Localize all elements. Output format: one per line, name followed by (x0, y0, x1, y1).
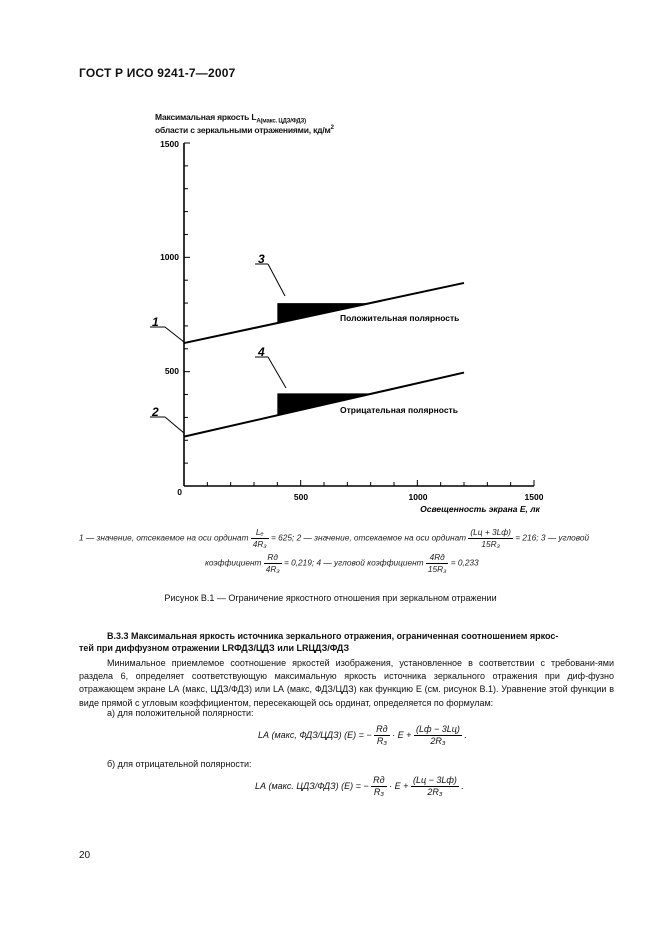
marker-2: 2 (152, 405, 159, 419)
page-header: ГОСТ Р ИСО 9241-7—2007 (79, 66, 236, 80)
leader-4 (268, 357, 286, 388)
leader-3 (268, 264, 285, 296)
y-axis-label-line2: области с зеркальными отражениями, $кд/м^2$ (155, 125, 334, 135)
formula-positive: LА (макс, ФДЗ/ЦДЗ) (E) = − $\frac{Rд}{\text{R₃}}$ · E + $\frac{(Lф - 3Lц)}{\text{2R₃}}$ . (258, 724, 467, 746)
leader-2 (165, 417, 184, 433)
item-a: а) для положительной полярности: (107, 708, 254, 718)
leader-1 (165, 327, 184, 342)
x-ticks (207, 480, 534, 486)
figure-caption-line1: 1 — значение, отсекаемое на оси ординат $\frac{\text{Lₑ}}{\text{4R₃}}$ = 625; 2 — значение, отсекаемое на оси ординат $\frac{(Lц + 3Lф)}{\text{15R₃}}$ = 216; 3 — угловой (79, 527, 590, 549)
positive-polarity-label: Положительная полярность (340, 313, 460, 323)
section-heading: В.3.3 Максимальная яркость источника зеркального отражения, ограниченная соотношением яркос- тей при диффузном отражении LRФДЗ/ЦДЗ или LRЦДЗ/ФДЗ (79, 631, 559, 653)
y-axis-label-line1: Максимальная яркость $L_{А(макс. ЦДЗ/ФДЗ)}$ (155, 112, 306, 125)
y-tick-label: 500 (164, 366, 179, 376)
x-tick-label: 1500 (524, 492, 544, 502)
y-tick-label: 1500 (160, 139, 179, 149)
section-paragraph: Минимальное приемлемое соотношение яркостей изображения, установленное в соответствии с требовани-ями раздела 6, определяет соответствующую максимальную яркость источника зеркального отражения при диф-фузно отражающем экране LА (макс, ЦДЗ/ФДЗ) или LА (макс, ФДЗ/ЦДЗ) как функцию E (см. рисунок В.1). Уравнение этой функции в виде прямой с угловым коэффициентом, пересекающей ось ординат, определяется по формулам: (79, 658, 614, 708)
negative-polarity-label: Отрицательная полярность (340, 405, 458, 415)
marker-3: 3 (258, 252, 265, 266)
x-axis-label: Освещенность экрана E, лк (420, 504, 540, 514)
x-tick-label: 1000 (408, 492, 428, 502)
page-number: 20 (79, 850, 91, 861)
figure-title: Рисунок В.1 — Ограничение яркостного отношения при зеркальном отражении (164, 593, 497, 603)
x-tick-label: 500 (293, 492, 309, 502)
figure-caption-line2: коэффициент $\frac{Rд}{\text{4R₃}}$ = 0,219; 4 — угловой коэффициент $\frac{4Rд}{\text{15R₃}}$ = 0,233 (205, 552, 479, 574)
y-tick-label: 1000 (160, 252, 179, 262)
item-b: б) для отрицательной полярности: (107, 759, 252, 769)
y-tick-label: 0 (177, 487, 182, 497)
marker-1: 1 (152, 315, 159, 329)
marker-4: 4 (258, 345, 265, 359)
formula-negative: LА (макс. ЦДЗ/ФДЗ) (E) = − $\frac{Rд}{\text{R₃}}$ · E + $\frac{(Lц - 3Lф)}{\text{2R₃}}$ . (255, 775, 464, 797)
